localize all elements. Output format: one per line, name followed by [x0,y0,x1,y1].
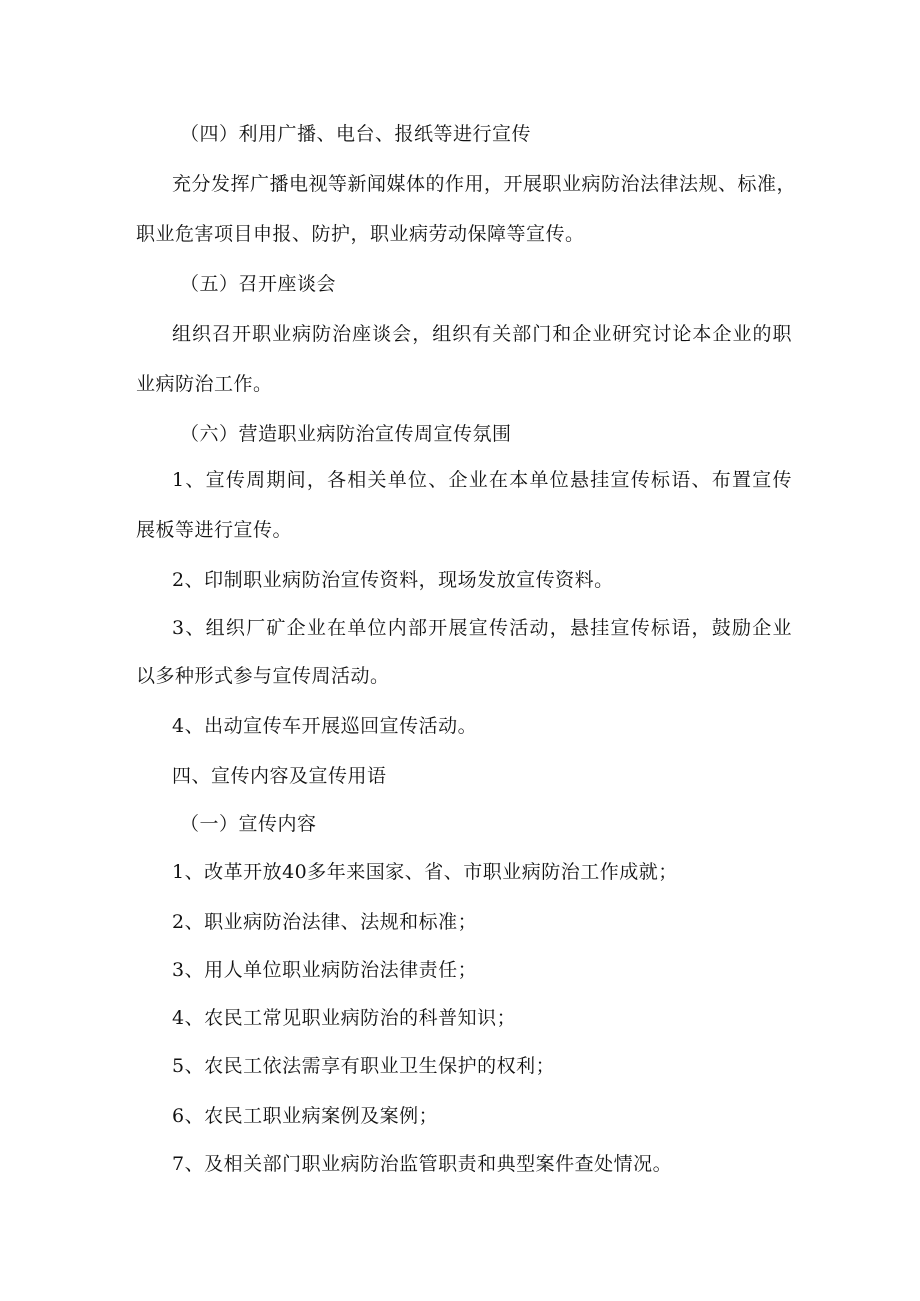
paragraph-line: 以多种形式参与宣传周活动。 [136,665,390,687]
list-item: 2、印制职业病防治宣传资料，现场发放宣传资料。 [172,569,614,591]
list-item: 4、农民工常见职业病防治的科普知识； [172,1007,517,1029]
list-item: 2、职业病防治法律、法规和标准； [172,911,478,933]
subsection-heading-4: （四）利用广播、电台、报纸等进行宣传 [180,123,532,145]
paragraph-line: 职业危害项目申报、防护，职业病劳动保障等宣传。 [136,223,585,245]
list-item: 5、农民工依法需享有职业卫生保护的权利； [172,1055,556,1077]
subsection-heading-5: （五）召开座谈会 [180,273,337,295]
paragraph-line: 组织召开职业病防治座谈会，组织有关部门和企业研究讨论本企业的职 [172,323,792,345]
paragraph-line: 展板等进行宣传。 [136,519,293,541]
list-item: 4、出动宣传车开展巡回宣传活动。 [172,715,478,737]
subsection-heading-1: （一）宣传内容 [180,813,317,835]
paragraph-line: 充分发挥广播电视等新闻媒体的作用，开展职业病防治法律法规、标准， [172,173,797,195]
list-item: 1、改革开放40多年来国家、省、市职业病防治工作成就； [172,861,678,883]
list-item: 1、宣传周期间，各相关单位、企业在本单位悬挂宣传标语、布置宣传 [172,469,792,491]
list-item: 6、农民工职业病案例及案例； [172,1105,439,1127]
list-item: 3、用人单位职业病防治法律责任； [172,959,478,981]
list-item: 7、及相关部门职业病防治监管职责和典型案件查处情况。 [172,1153,673,1175]
section-heading: 四、宣传内容及宣传用语 [172,765,387,787]
subsection-heading-6: （六）营造职业病防治宣传周宣传氛围 [180,423,512,445]
paragraph-line: 业病防治工作。 [136,373,273,395]
list-item: 3、组织厂矿企业在单位内部开展宣传活动，悬挂宣传标语，鼓励企业 [172,617,792,639]
